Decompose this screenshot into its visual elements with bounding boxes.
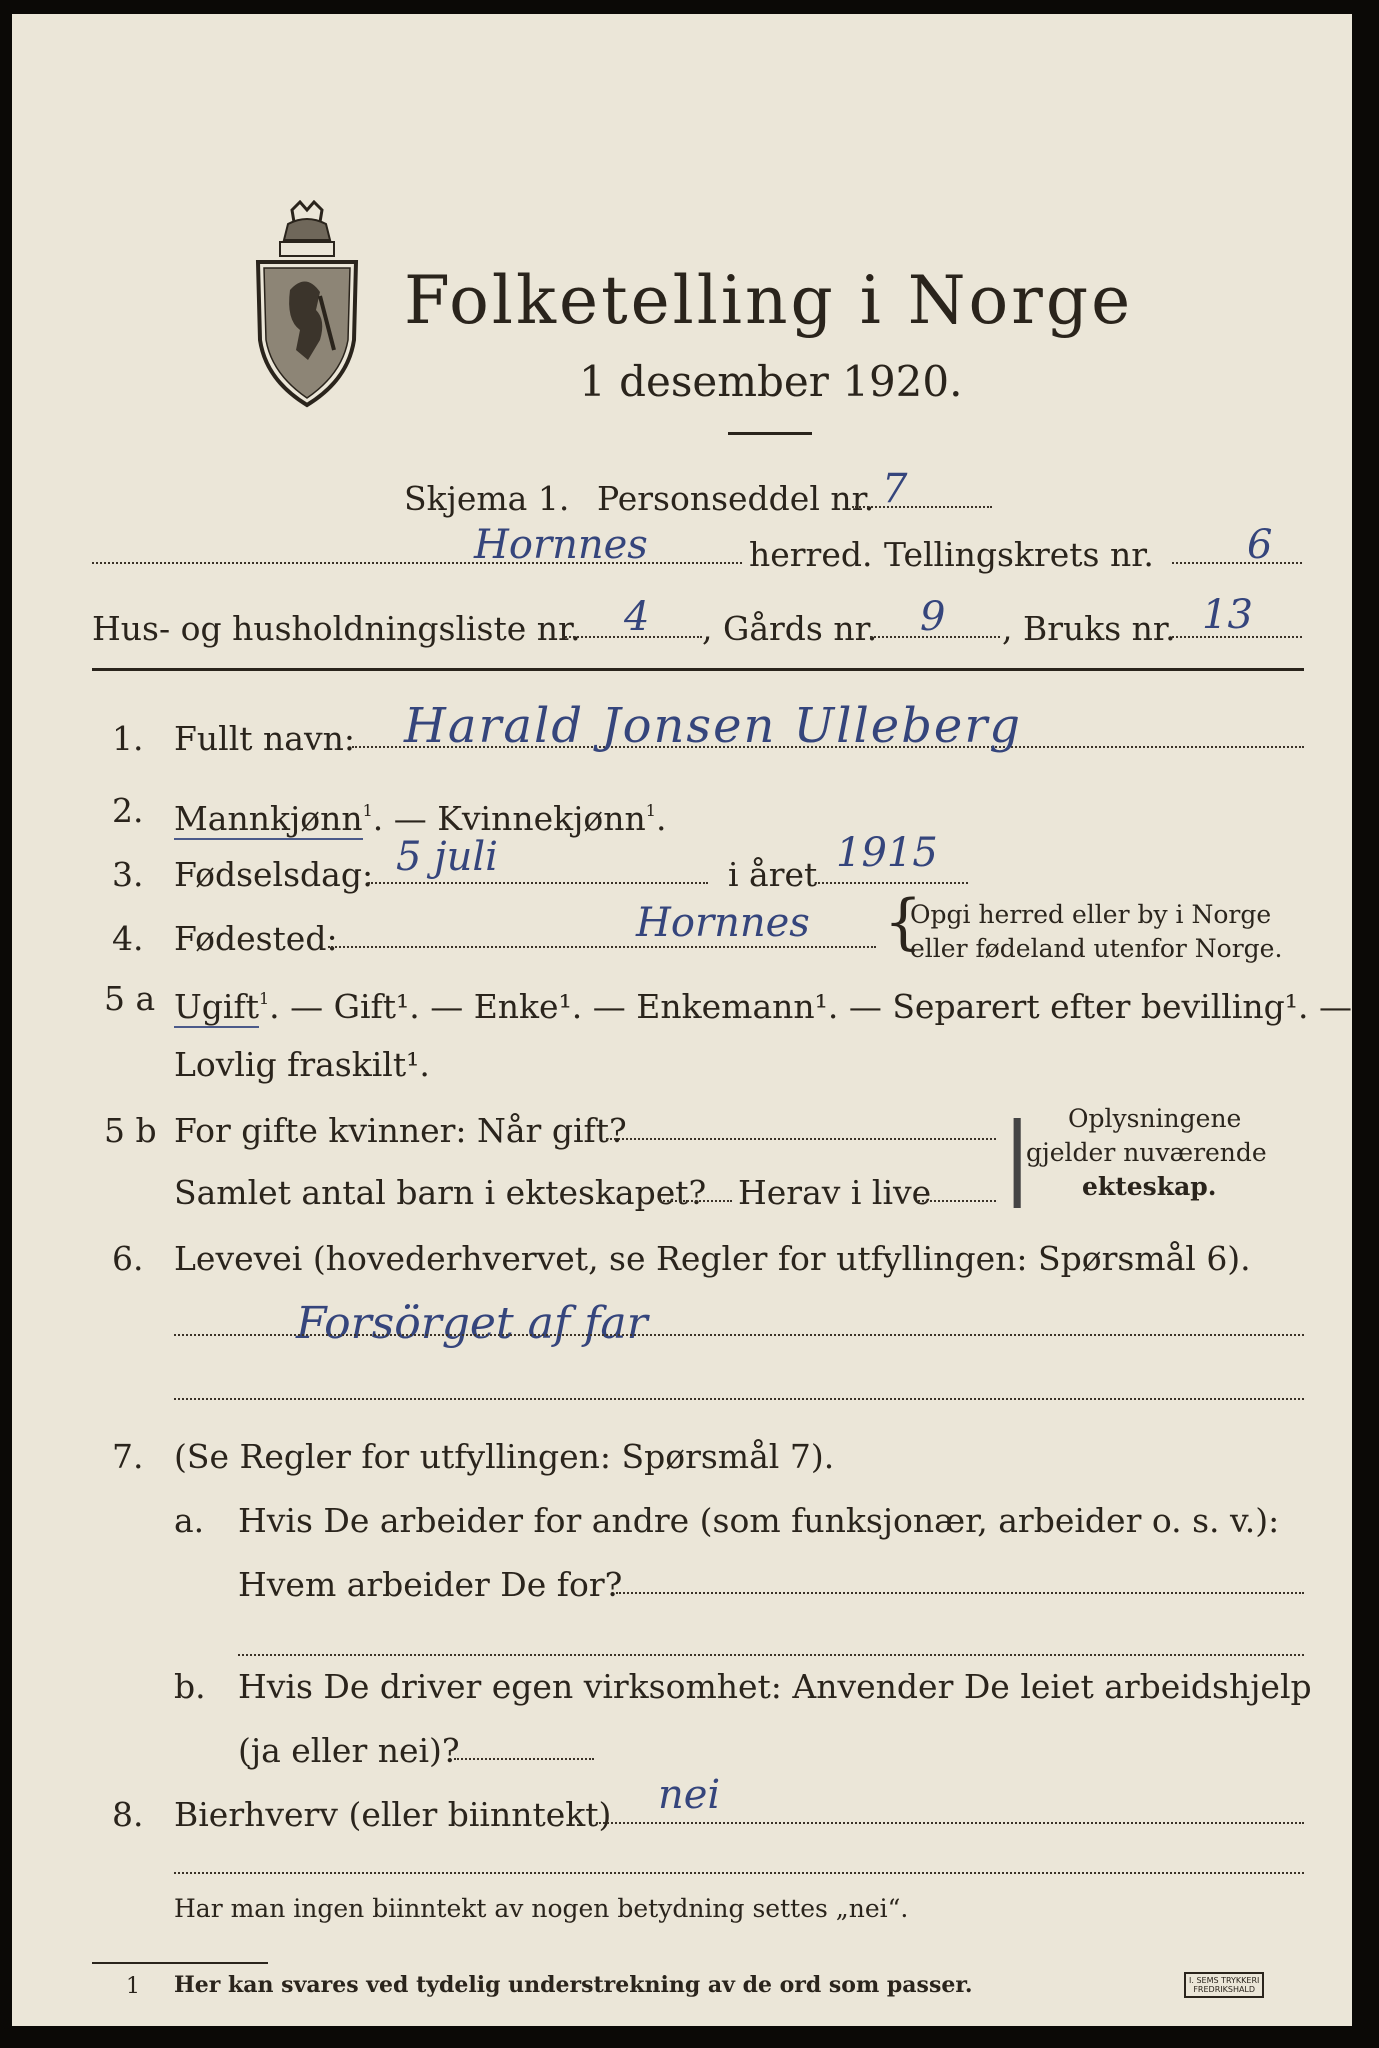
q5b-note-brace: | — [1002, 1104, 1033, 1209]
q5b-note-line3: ekteskap. — [1082, 1172, 1217, 1201]
q7a-line2: Hvem arbeider De for? — [238, 1565, 623, 1604]
q2-male-option[interactable]: Mannkjønn — [174, 799, 363, 838]
q5b-married-field-line — [606, 1138, 996, 1140]
q7a-field-line-1 — [616, 1592, 1304, 1594]
q3-day-field-line — [368, 882, 708, 884]
q5b-line2a: Samlet antal barn i ekteskapet? — [174, 1173, 707, 1212]
footnote-rule — [92, 1962, 268, 1964]
q2-end: . — [655, 799, 667, 838]
q5b-note-line2 — [1026, 1138, 1267, 1168]
q3-year-label: i året — [728, 855, 818, 894]
herred-label: herred. — [749, 535, 873, 574]
q2-female-option[interactable]: Kvinnekjønn — [437, 799, 646, 838]
q5a-other-options: . — Gift¹. — Enke¹. — Enkemann¹. — Separert efter bevilling¹. — — [269, 987, 1352, 1026]
q6-number: 6. — [112, 1239, 144, 1278]
q8-side-income-value[interactable]: nei — [658, 1772, 721, 1818]
q4-note-line1: Opgi herred eller by i Norge — [910, 900, 1272, 929]
q5b-children-field-line — [660, 1200, 732, 1202]
q1-full-name-value[interactable]: Harald Jonsen Ulleberg — [404, 698, 1023, 754]
q5a-number: 5 a — [104, 979, 156, 1018]
q5b-note-line2-text: gjelder nuværende — [1026, 1138, 1267, 1167]
printer-stamp — [1184, 1972, 1264, 1998]
q2-number: 2. — [112, 791, 144, 830]
husliste-label: Hus- og husholdningsliste nr. — [92, 609, 581, 648]
q7a-field-line-2 — [238, 1654, 1304, 1656]
q5a-line2: Lovlig fraskilt¹. — [174, 1045, 430, 1084]
q8-note: Har man ingen biinntekt av nogen betydning settes „nei“. — [174, 1894, 909, 1923]
q4-birthplace-value[interactable]: Hornnes — [636, 900, 810, 946]
personseddel-value[interactable]: 7 — [882, 466, 908, 512]
form-title: Folketelling i Norge — [404, 262, 1134, 339]
tellingskrets-value[interactable]: 6 — [1247, 522, 1273, 568]
gards-value[interactable]: 9 — [920, 594, 946, 640]
q8-label: Bierhverv (eller biinntekt) — [174, 1795, 612, 1834]
q6-field-line-2 — [174, 1398, 1304, 1400]
q3-year-field-line — [818, 882, 968, 884]
q5b-alive-field-line — [918, 1200, 996, 1202]
q4-label: Fødested: — [174, 919, 338, 958]
personseddel-label: Personseddel nr. — [597, 479, 875, 518]
q7b-line2: (ja eller nei)? — [238, 1731, 460, 1770]
printer-stamp-line1: I. SEMS TRYKKERI — [1189, 1976, 1260, 1985]
q3-year-value[interactable]: 1915 — [836, 830, 938, 876]
q6-label: Levevei (hovederhvervet, se Regler for utfyllingen: Spørsmål 6). — [174, 1239, 1251, 1278]
q7b-line1: Hvis De driver egen virksomhet: Anvender De leiet arbeidshjelp — [238, 1667, 1312, 1706]
q5a-ugift-option[interactable]: Ugift — [174, 987, 259, 1026]
q5a-marital-options: Ugift$^1$. — Gift¹. — Enke¹. — Enkemann¹. — Separert efter bevilling¹. — — [174, 987, 1352, 1026]
gards-label: , Gårds nr. — [702, 609, 878, 648]
footnote-mark: 1 — [126, 1974, 140, 1999]
bruks-value[interactable]: 13 — [1202, 592, 1253, 638]
q7-label: (Se Regler for utfyllingen: Spørsmål 7). — [174, 1437, 835, 1476]
census-form-page — [12, 14, 1352, 2026]
tellingskrets-field-line — [1172, 562, 1302, 564]
q6-occupation-value[interactable]: Forsörget af far — [296, 1298, 648, 1349]
header-rule — [92, 668, 1304, 671]
husliste-value[interactable]: 4 — [624, 594, 650, 640]
skjema-label: Skjema 1. — [404, 479, 570, 518]
printer-stamp-line2: FREDRIKSHALD — [1193, 1985, 1256, 1994]
q3-label: Fødselsdag: — [174, 855, 374, 894]
q3-number: 3. — [112, 855, 144, 894]
q4-note-brace: { — [884, 887, 923, 957]
q8-field-line-1 — [596, 1822, 1304, 1824]
bruks-label: , Bruks nr. — [1002, 609, 1176, 648]
q5b-line2b: Herav i live — [738, 1173, 932, 1212]
q7b-field-line — [454, 1758, 594, 1760]
footnote-text: Her kan svares ved tydelig understrekning av de ord som passer. — [174, 1972, 973, 1998]
q5b-line1: For gifte kvinner: Når gift? — [174, 1111, 627, 1150]
q7a-letter: a. — [174, 1501, 205, 1540]
q2-separator: . — — [372, 799, 438, 838]
q4-note-line2: eller fødeland utenfor Norge. — [910, 934, 1283, 963]
q6-field-line-1 — [174, 1334, 1304, 1336]
q1-number: 1. — [112, 719, 144, 758]
q1-label: Fullt navn: — [174, 719, 355, 758]
q8-number: 8. — [112, 1795, 144, 1834]
personseddel-field-line — [852, 506, 992, 508]
q7-number: 7. — [112, 1437, 144, 1476]
herred-value[interactable]: Hornnes — [474, 522, 648, 568]
q7a-line1: Hvis De arbeider for andre (som funksjonær, arbeider o. s. v.): — [238, 1501, 1280, 1540]
q5b-number: 5 b — [104, 1111, 157, 1150]
q7b-letter: b. — [174, 1667, 206, 1706]
q4-field-line — [328, 946, 876, 948]
q8-field-line-2 — [174, 1872, 1304, 1874]
tellingskrets-label: Tellingskrets nr. — [884, 535, 1154, 574]
q5b-note-line1: Oplysningene — [1068, 1104, 1242, 1133]
norwegian-coat-of-arms-emblem — [250, 200, 364, 410]
q3-birthday-value[interactable]: 5 juli — [396, 834, 498, 880]
q2-sex-options: Mannkjønn$^1$. — Kvinnekjønn$^1$. — [174, 799, 667, 838]
title-divider — [728, 432, 812, 435]
census-date: 1 desember 1920. — [579, 357, 963, 406]
q4-number: 4. — [112, 919, 144, 958]
